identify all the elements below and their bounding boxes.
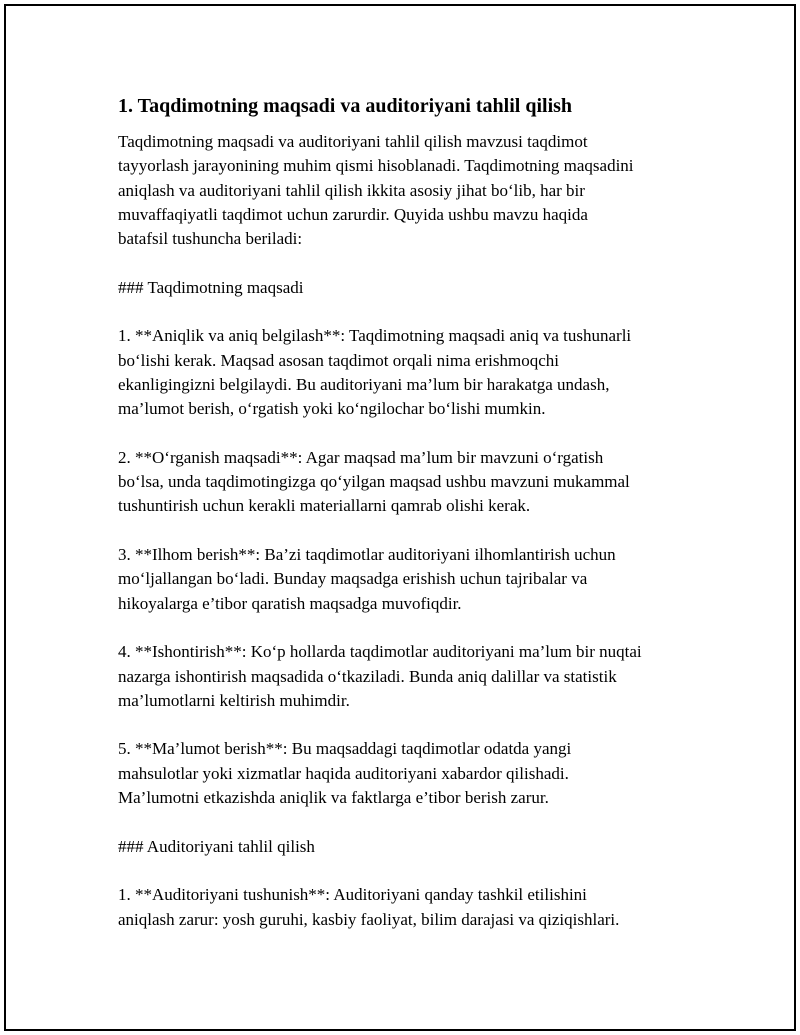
text-line: tushuntirish uchun kerakli materiallarni qamrab olishi kerak. — [118, 496, 531, 516]
list-item-malumot — [118, 737, 718, 810]
text-line: Taqdimotning maqsadi va auditoriyani tahlil qilish mavzusi taqdimot — [118, 132, 588, 151]
text-line: 5. **Ma’lumot berish**: Bu maqsaddagi taqdimotlar odatda yangi — [118, 739, 572, 759]
text-line: ma’lumot berish, o‘rgatish yoki ko‘ngilochar bo‘lishi mumkin. — [118, 399, 546, 419]
document-body — [118, 93, 718, 956]
text-line: mahsulotlar yoki xizmatlar haqida auditoriyani xabardor qilishadi. — [118, 763, 569, 783]
text-line: ### Auditoriyani tahlil qilish — [118, 836, 315, 856]
text-line: 3. **Ilhom berish**: Ba’zi taqdimotlar auditoriyani ilhomlantirish uchun — [118, 545, 616, 565]
text-line: 2. **O‘rganish maqsadi**: Agar maqsad ma’lum bir mavzuni o‘rgatish — [118, 447, 604, 467]
text-line: batafsil tushuncha beriladi: — [118, 229, 303, 249]
document-heading: 1. Taqdimotning maqsadi va auditoriyani tahlil qilish — [118, 95, 573, 117]
section-heading-auditoriya — [118, 835, 718, 859]
text-line: ma’lumotlarni keltirish muhimdir. — [118, 690, 350, 710]
text-line: 4. **Ishontirish**: Ko‘p hollarda taqdimotlar auditoriyani ma’lum bir nuqtai — [118, 642, 642, 662]
intro-paragraph — [118, 130, 718, 251]
text-line: ### Taqdimotning maqsadi — [118, 277, 304, 297]
text-line: muvaffaqiyatli taqdimot uchun zarurdir. Quyida ushbu mavzu haqida — [118, 204, 588, 224]
text-line: tayyorlash jarayonining muhim qismi hisoblanadi. Taqdimotning maqsadini — [118, 156, 634, 176]
text-line: Ma’lumotni etkazishda aniqlik va faktlarga e’tibor berish zarur. — [118, 788, 549, 808]
text-line: mo‘ljallangan bo‘ladi. Bunday maqsadga erishish uchun tajribalar va — [118, 569, 588, 589]
text-line: 1. **Aniqlik va aniq belgilash**: Taqdimotning maqsadi aniq va tushunarli — [118, 326, 632, 346]
text-line: bo‘lishi kerak. Maqsad asosan taqdimot orqali nima erishmoqchi — [118, 350, 559, 370]
list-item-tushunish — [118, 883, 718, 932]
text-line: 1. **Auditoriyani tushunish**: Auditoriyani qanday tashkil etilishini — [118, 885, 587, 905]
list-item-aniqlik — [118, 324, 718, 421]
text-line: aniqlash va auditoriyani tahlil qilish ikkita asosiy jihat bo‘lib, har bir — [118, 180, 585, 200]
text-line: nazarga ishontirish maqsadida o‘tkaziladi. Bunda aniq dalillar va statistik — [118, 666, 617, 686]
section-heading-maqsad — [118, 276, 718, 300]
text-line: aniqlash zarur: yosh guruhi, kasbiy faoliyat, bilim darajasi va qiziqishlari. — [118, 909, 620, 929]
list-item-ilhom — [118, 543, 718, 616]
text-line: bo‘lsa, unda taqdimotingizga qo‘yilgan maqsad ushbu mavzuni mukammal — [118, 472, 630, 492]
text-line: ekanligingizni belgilaydi. Bu auditoriyani ma’lum bir harakatga undash, — [118, 374, 610, 394]
list-item-ishontirish — [118, 640, 718, 713]
text-line: hikoyalarga e’tibor qaratish maqsadga muvofiqdir. — [118, 593, 462, 613]
list-item-organish — [118, 446, 718, 519]
